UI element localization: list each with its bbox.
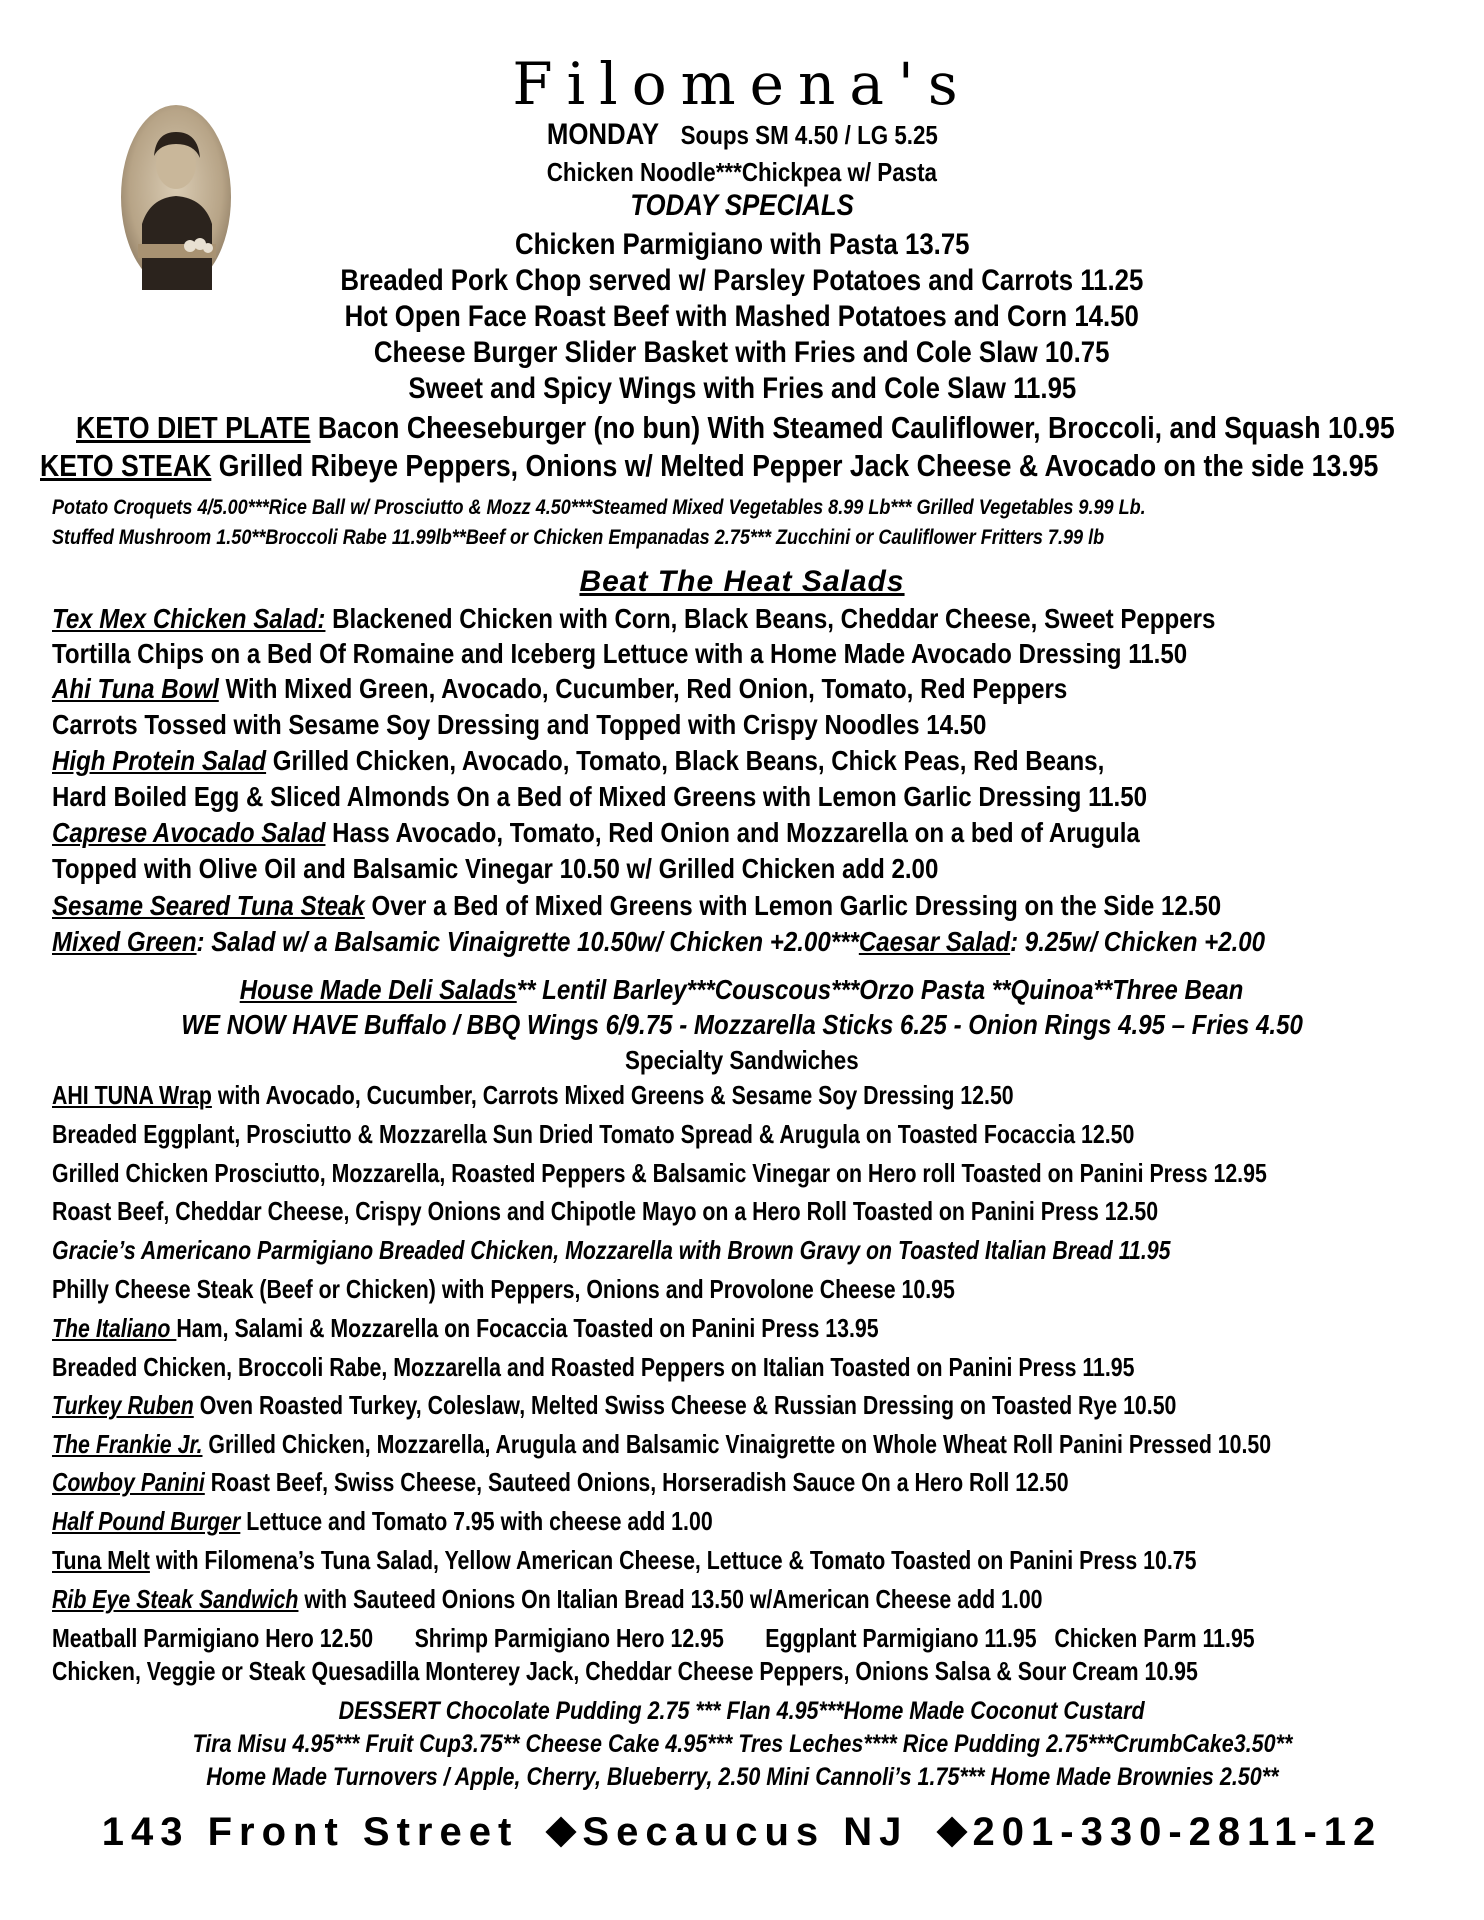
phone: 201-330-2811-12 [972, 1810, 1383, 1854]
dessert-line: Tira Misu 4.95*** Fruit Cup3.75** Cheese Cake 4.95*** Tres Leches**** Rice Pudding 2.75***CrumbCake3.50** [192, 1730, 1292, 1758]
sandwich-item: Roast Beef, Cheddar Cheese, Crispy Onions and Chipotle Mayo on a Hero Roll Toasted on Panini Press 12.50 [52, 1196, 1159, 1226]
salad-item: Tortilla Chips on a Bed Of Romaine and Iceberg Lettuce with a Home Made Avocado Dressing 11.50 [52, 638, 1188, 669]
today-specials-heading: TODAY SPECIALS [630, 189, 854, 222]
restaurant-title: Filomena's [512, 50, 972, 118]
sandwich-item: The Italiano Ham, Salami & Mozzarella on Focaccia Toasted on Panini Press 13.95 [52, 1313, 879, 1343]
sandwich-item: Meatball Parmigiano Hero 12.50 Shrimp Parmigiano Hero 12.95 Eggplant Parmigiano 11.95 Chicken Parm 11.95 [52, 1623, 1255, 1653]
diamond-icon [936, 1817, 967, 1848]
special-item: Cheese Burger Slider Basket with Fries and Cole Slaw 10.75 [374, 336, 1110, 369]
salad-item: High Protein Salad Grilled Chicken, Avocado, Tomato, Black Beans, Chick Peas, Red Beans, [52, 745, 1105, 776]
special-item: Hot Open Face Roast Beef with Mashed Potatoes and Corn 14.50 [344, 300, 1140, 333]
salad-item: Topped with Olive Oil and Balsamic Vinegar 10.50 w/ Grilled Chicken add 2.00 [52, 853, 939, 884]
special-item: Breaded Pork Chop served w/ Parsley Potatoes and Carrots 11.25 [340, 264, 1144, 297]
sandwich-item: Half Pound Burger Lettuce and Tomato 7.95 with cheese add 1.00 [52, 1506, 713, 1536]
sandwich-item: Chicken, Veggie or Steak Quesadilla Monterey Jack, Cheddar Cheese Peppers, Onions Salsa & Sour Cream 10.95 [52, 1656, 1198, 1686]
salad-item: Tex Mex Chicken Salad: Blackened Chicken with Corn, Black Beans, Cheddar Cheese, Sweet Peppers [52, 603, 1216, 634]
sandwich-item: Rib Eye Steak Sandwich with Sauteed Onions On Italian Bread 13.50 w/American Cheese add 1.00 [52, 1584, 1043, 1614]
address: 143 Front Street [101, 1810, 519, 1854]
sandwich-item: Gracie’s Americano Parmigiano Breaded Chicken, Mozzarella with Brown Gravy on Toasted Italian Bread 11.95 [52, 1235, 1171, 1265]
sandwich-item: Grilled Chicken Prosciutto, Mozzarella, Roasted Peppers & Balsamic Vinegar on Hero roll Toasted on Panini Press 12.95 [52, 1158, 1267, 1188]
keto-steak: KETO STEAK Grilled Ribeye Peppers, Onions w/ Melted Pepper Jack Cheese & Avocado on the side 13.95 [40, 448, 1379, 483]
sides-line: Stuffed Mushroom 1.50**Broccoli Rabe 11.99lb**Beef or Chicken Empanadas 2.75*** Zucchini or Cauliflower Fritters 7.99 lb [52, 526, 1105, 549]
now-have-line: WE NOW HAVE Buffalo / BBQ Wings 6/9.75 - Mozzarella Sticks 6.25 - Onion Rings 4.95 – Fries 4.50 [181, 1009, 1303, 1040]
keto-diet-plate: KETO DIET PLATE Bacon Cheeseburger (no bun) With Steamed Cauliflower, Broccoli, and Squash 10.95 [76, 410, 1395, 445]
soups-list: Chicken Noodle***Chickpea w/ Pasta [546, 157, 938, 187]
dessert-line: DESSERT Chocolate Pudding 2.75 *** Flan 4.95***Home Made Coconut Custard [338, 1697, 1146, 1725]
footer-address [0, 1810, 1484, 1855]
day-soups-line [0, 118, 1484, 152]
soups-price: Soups SM 4.50 / LG 5.25 [680, 120, 938, 150]
sandwiches-heading: Specialty Sandwiches [625, 1045, 859, 1075]
sandwich-item: Breaded Chicken, Broccoli Rabe, Mozzarella and Roasted Peppers on Italian Toasted on Panini Press 11.95 [52, 1352, 1135, 1382]
sandwich-item: AHI TUNA Wrap with Avocado, Cucumber, Carrots Mixed Greens & Sesame Soy Dressing 12.50 [52, 1080, 1014, 1110]
city: Secaucus NJ [582, 1810, 909, 1854]
sandwich-item: Tuna Melt with Filomena’s Tuna Salad, Yellow American Cheese, Lettuce & Tomato Toasted on Panini Press 10.75 [52, 1545, 1197, 1575]
sandwich-item: The Frankie Jr. Grilled Chicken, Mozzarella, Arugula and Balsamic Vinaigrette on Whole Wheat Roll Panini Pressed 10.50 [52, 1429, 1272, 1459]
deli-salads-line: House Made Deli Salads** Lentil Barley***Couscous***Orzo Pasta **Quinoa**Three Bean [240, 974, 1244, 1005]
sandwich-item: Turkey Ruben Oven Roasted Turkey, Coleslaw, Melted Swiss Cheese & Russian Dressing on Toasted Rye 10.50 [52, 1390, 1177, 1420]
sandwich-item: Philly Cheese Steak (Beef or Chicken) with Peppers, Onions and Provolone Cheese 10.95 [52, 1274, 955, 1304]
special-item: Sweet and Spicy Wings with Fries and Cole Slaw 11.95 [408, 372, 1076, 405]
salad-item: Caprese Avocado Salad Hass Avocado, Tomato, Red Onion and Mozzarella on a bed of Arugula [52, 817, 1140, 848]
dessert-line: Home Made Turnovers / Apple, Cherry, Blueberry, 2.50 Mini Cannoli’s 1.75*** Home Made Brownies 2.50** [205, 1763, 1279, 1791]
mixed-green-line: Mixed Green: Salad w/ a Balsamic Vinaigrette 10.50w/ Chicken +2.00***Caesar Salad: 9.25w/ Chicken +2.00 [52, 926, 1266, 957]
sandwich-item: Breaded Eggplant, Prosciutto & Mozzarella Sun Dried Tomato Spread & Arugula on Toasted Focaccia 12.50 [52, 1119, 1135, 1149]
day-label: MONDAY [546, 118, 659, 151]
salad-item: Ahi Tuna Bowl With Mixed Green, Avocado, Cucumber, Red Onion, Tomato, Red Peppers [52, 673, 1068, 704]
sides-line: Potato Croquets 4/5.00***Rice Ball w/ Prosciutto & Mozz 4.50***Steamed Mixed Vegetables 8.99 Lb*** Grilled Vegetables 9.99 Lb. [52, 496, 1146, 519]
salad-item: Hard Boiled Egg & Sliced Almonds On a Bed of Mixed Greens with Lemon Garlic Dressing 11.50 [52, 781, 1148, 812]
special-item: Chicken Parmigiano with Pasta 13.75 [514, 228, 970, 261]
salad-item: Carrots Tossed with Sesame Soy Dressing and Topped with Crispy Noodles 14.50 [52, 709, 987, 740]
salads-heading: Beat The Heat Salads [579, 565, 905, 598]
salad-item: Sesame Seared Tuna Steak Over a Bed of Mixed Greens with Lemon Garlic Dressing on the Side 12.50 [52, 890, 1222, 921]
sandwich-item: Cowboy Panini Roast Beef, Swiss Cheese, Sauteed Onions, Horseradish Sauce On a Hero Roll 12.50 [52, 1467, 1069, 1497]
diamond-icon [546, 1817, 577, 1848]
